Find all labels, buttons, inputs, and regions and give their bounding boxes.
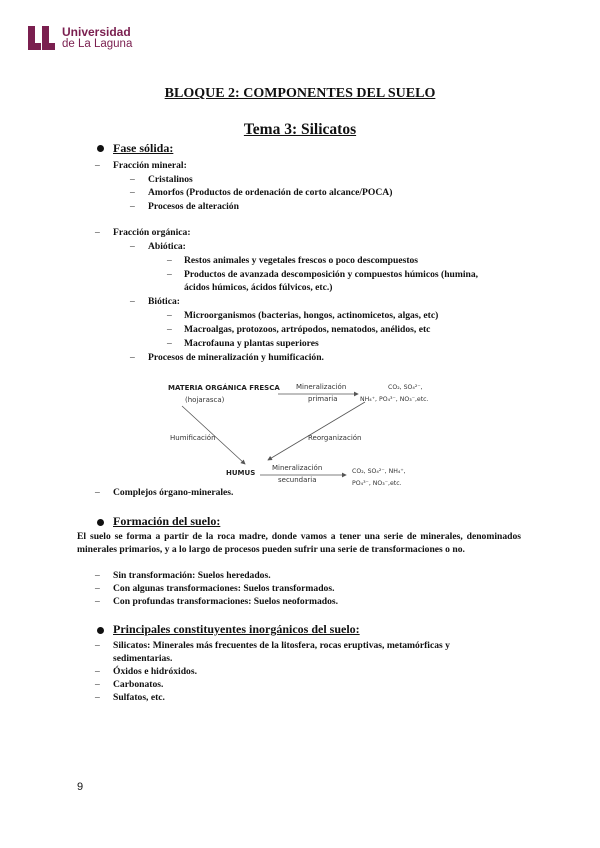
dash-icon: – [95, 160, 100, 171]
fraccion-mineral-label: Fracción mineral: [113, 160, 187, 171]
list-item: Carbonatos. [113, 679, 164, 690]
dash-icon: – [95, 487, 100, 498]
bullet-icon [97, 145, 104, 152]
document-title: BLOQUE 2: COMPONENTES DEL SUELO [164, 86, 436, 101]
humus-label: HUMUS [226, 469, 256, 477]
bullet-icon [97, 627, 104, 634]
list-item: Microorganismos (bacterias, hongos, actinomicetos, algas, etc) [184, 310, 439, 321]
products-primary-line1: CO₂, SO₄²⁻, [388, 384, 423, 391]
formacion-paragraph: El suelo se forma a partir de la roca madre, donde vamos a tener una serie de minerales, denominados minerales primarios, y a lo largo de procesos pueden sufrir una serie de transformaciones o no. [77, 531, 521, 555]
list-item: Sulfatos, etc. [113, 692, 165, 703]
products-primary-line2: NH₄⁺, PO₄³⁻, NO₃⁻,etc. [360, 396, 429, 403]
bullet-icon [97, 519, 104, 526]
dash-icon: – [130, 296, 135, 307]
section-heading-formacion: Formación del suelo: [113, 514, 221, 528]
biotica-label: Biótica: [148, 296, 180, 307]
dash-icon: – [95, 692, 100, 703]
logo-line2: de La Laguna [62, 38, 133, 50]
dash-icon: – [167, 324, 172, 335]
primaria-label: primaria [308, 395, 338, 403]
secundaria-label: secundaria [278, 476, 317, 484]
mineralizacion-secundaria-label: Mineralización [272, 464, 323, 472]
procesos-label: Procesos de mineralización y humificación. [148, 352, 324, 363]
page-number: 9 [77, 781, 84, 793]
dash-icon: – [167, 255, 172, 266]
section-heading-fase-solida: Fase sólida: [113, 141, 174, 155]
document-subtitle: Tema 3: Silicatos [243, 121, 357, 138]
dash-icon: – [167, 338, 172, 349]
dash-icon: – [95, 679, 100, 690]
dash-icon: – [130, 174, 135, 185]
list-item: Amorfos (Productos de ordenación de corto alcance/POCA) [148, 187, 393, 198]
list-item: Procesos de alteración [148, 201, 239, 212]
fraccion-organica-label: Fracción orgánica: [113, 227, 191, 238]
dash-icon: – [95, 666, 100, 677]
dash-icon: – [167, 269, 172, 280]
products-secondary-line1: CO₂, SO₄²⁻, NH₄⁺, [352, 468, 406, 475]
list-item: Con algunas transformaciones: Suelos transformados. [113, 583, 335, 594]
dash-icon: – [130, 352, 135, 363]
university-logo-icon [28, 26, 56, 50]
dash-icon: – [130, 187, 135, 198]
humus-cycle-diagram [160, 374, 460, 496]
section-heading-principales: Principales constituyentes inorgánicos del suelo: [113, 622, 360, 636]
dash-icon: – [130, 241, 135, 252]
list-item: Silicatos: Minerales más frecuentes de la litosfera, rocas eruptivas, metamórficas y [113, 640, 450, 651]
logo-line1: Universidad [62, 25, 131, 39]
list-item: Productos de avanzada descomposición y compuestos húmicos (humina, [184, 269, 479, 280]
list-item: Con profundas transformaciones: Suelos neoformados. [113, 596, 339, 607]
humificacion-label: Humificación [170, 434, 216, 442]
mineralizacion-primaria-label: Mineralización [296, 383, 347, 391]
list-item-continuation: sedimentarias. [113, 653, 173, 664]
materia-label: MATERIA ORGÁNICA FRESCA [168, 384, 280, 392]
list-item-continuation: ácidos húmicos, ácidos fúlvicos, etc.) [184, 282, 333, 293]
products-secondary-line2: PO₄³⁻, NO₃⁻,etc. [352, 480, 402, 487]
university-logo [28, 26, 132, 50]
list-item: Restos animales y vegetales frescos o poco descompuestos [184, 255, 419, 266]
dash-icon: – [95, 640, 100, 651]
dash-icon: – [130, 201, 135, 212]
complejos-label: Complejos órgano-minerales. [113, 487, 234, 498]
abiotica-label: Abiótica: [148, 241, 186, 252]
dash-icon: – [95, 227, 100, 238]
dash-icon: – [167, 310, 172, 321]
list-item: Cristalinos [148, 174, 193, 185]
university-name [62, 26, 132, 50]
list-item: Sin transformación: Suelos heredados. [113, 570, 271, 581]
dash-icon: – [95, 596, 100, 607]
list-item: Macroalgas, protozoos, artrópodos, nematodos, anélidos, etc [184, 324, 431, 335]
dash-icon: – [95, 570, 100, 581]
dash-icon: – [95, 583, 100, 594]
list-item: Óxidos e hidróxidos. [113, 666, 197, 677]
reorganizacion-label: Reorganización [308, 434, 362, 442]
list-item: Macrofauna y plantas superiores [184, 338, 319, 349]
hojarasca-label: (hojarasca) [185, 396, 225, 404]
arrow-reorganizacion [268, 402, 365, 460]
